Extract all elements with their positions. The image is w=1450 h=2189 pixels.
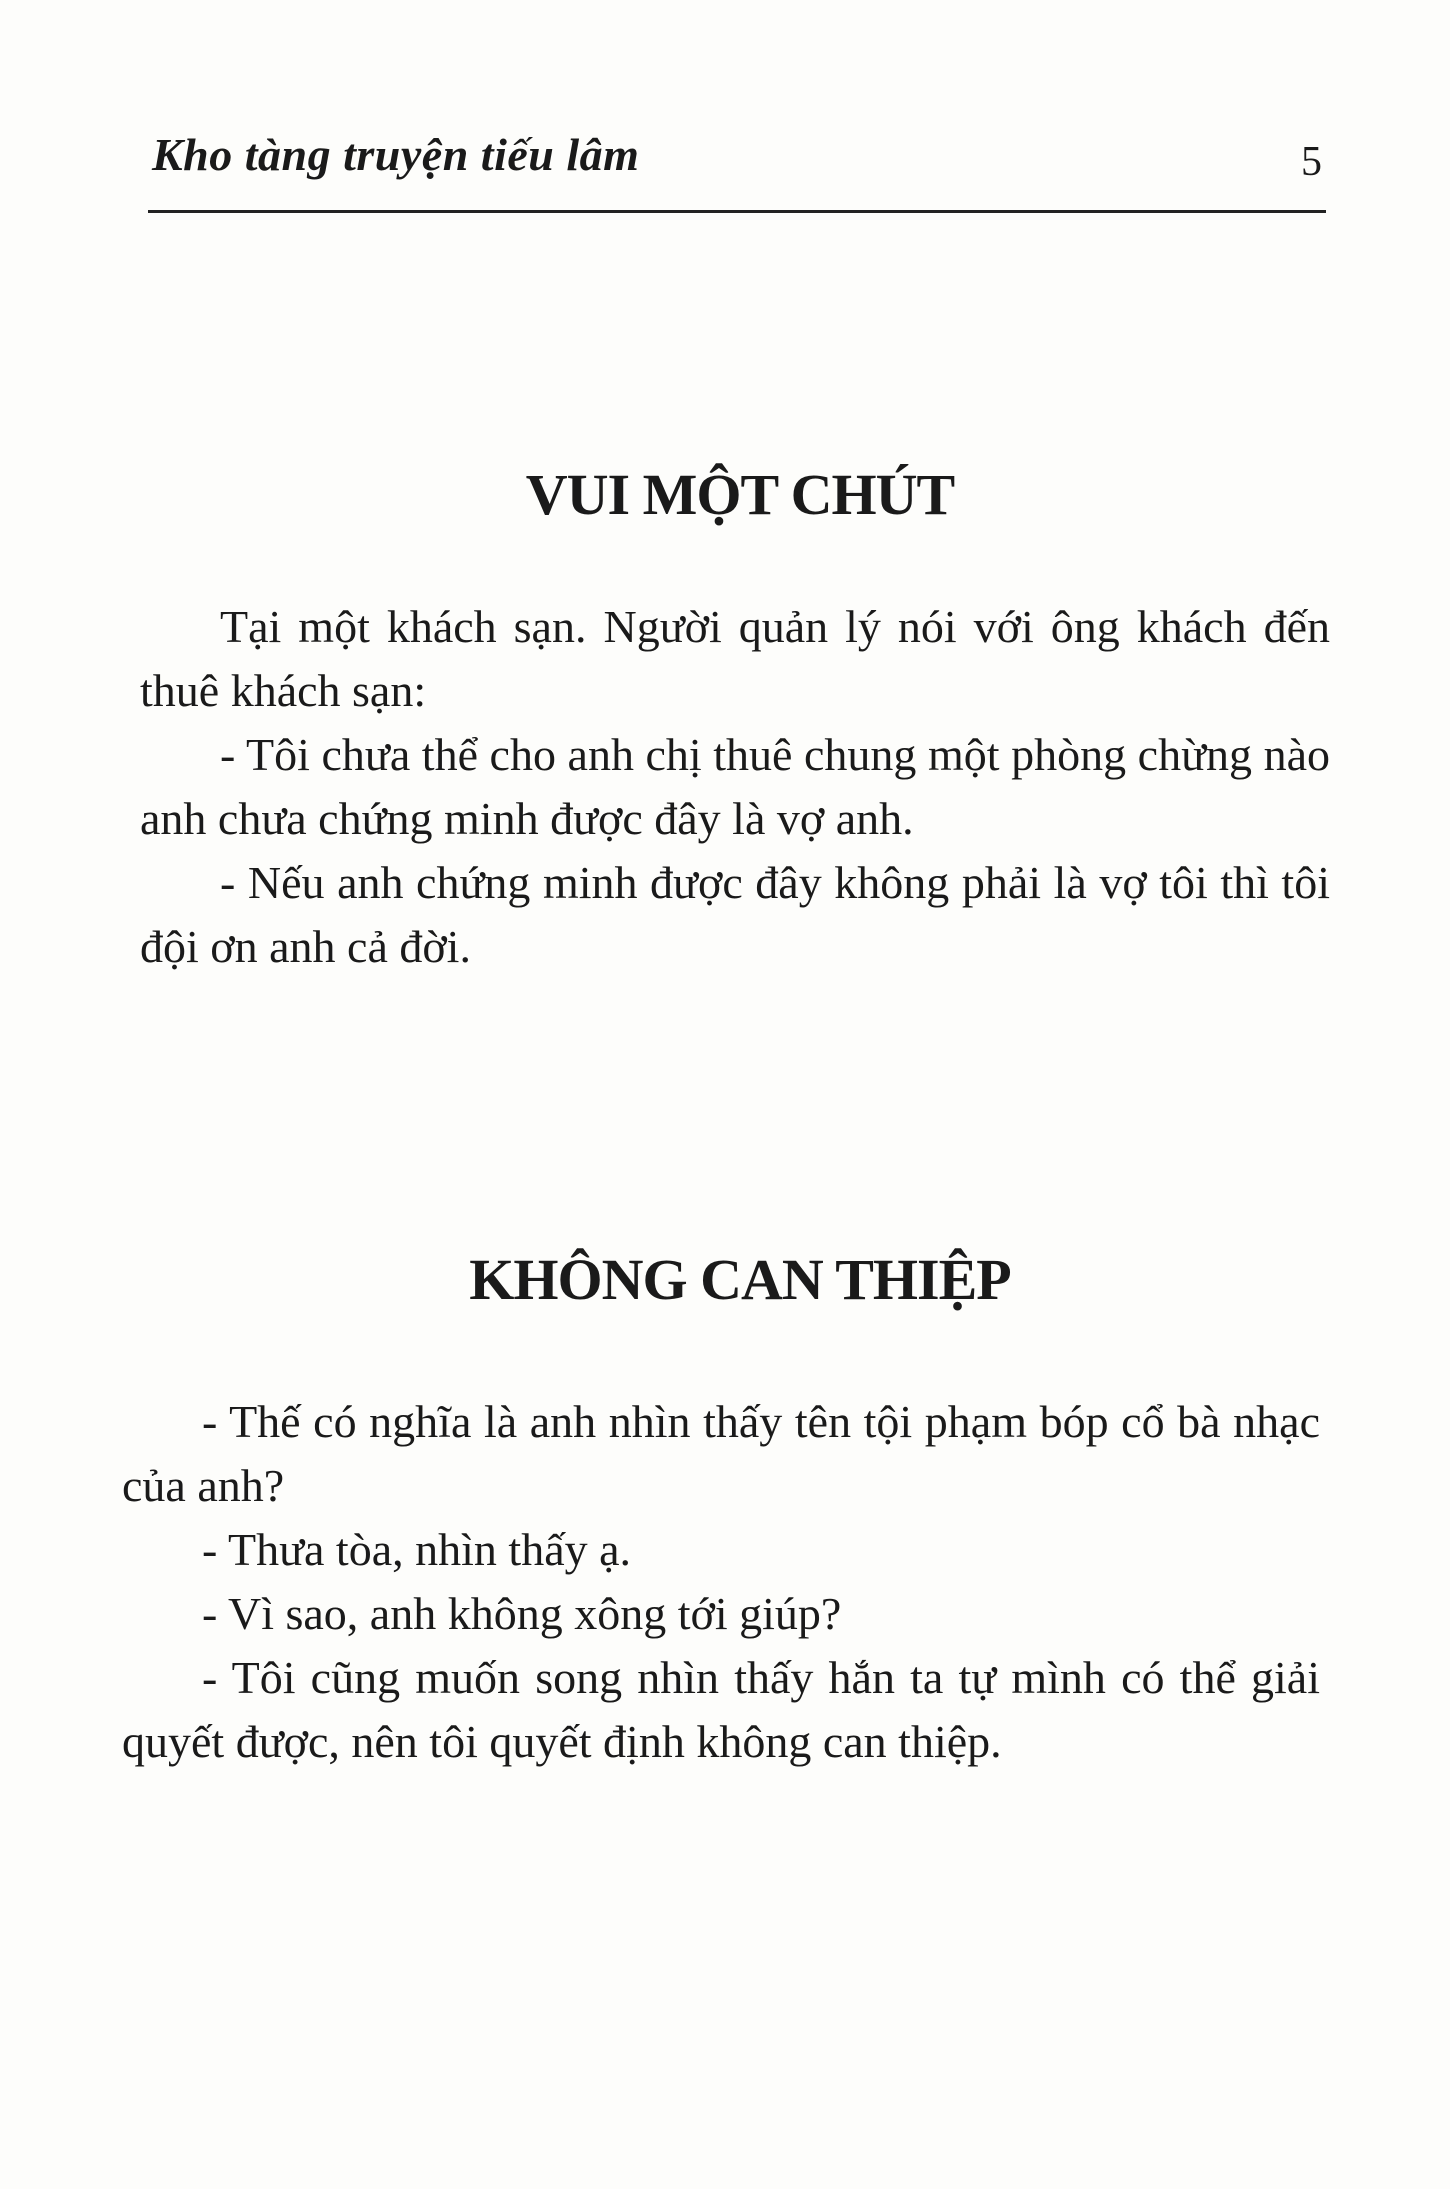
story-paragraph: - Thế có nghĩa là anh nhìn thấy tên tội phạm bóp cổ bà nhạc của anh? [122, 1396, 1320, 1511]
story-body [140, 595, 1330, 979]
story-body [122, 1390, 1320, 1774]
story-khong-can-thiep [0, 1240, 1450, 1767]
story-paragraph: - Vì sao, anh không xông tới giúp? [202, 1588, 842, 1639]
story-paragraph: Tại một khách sạn. Người quản lý nói với ông khách đến thuê khách sạn: [140, 601, 1330, 716]
running-header [148, 120, 1326, 213]
story-paragraph: - Nếu anh chứng minh được đây không phải là vợ tôi thì tôi đội ơn anh cả đời. [140, 857, 1330, 972]
story-vui-mot-chut [0, 455, 1450, 972]
story-paragraph: - Thưa tòa, nhìn thấy ạ. [202, 1524, 632, 1575]
story-paragraph: - Tôi chưa thể cho anh chị thuê chung một phòng chừng nào anh chưa chứng minh được đây là vợ anh. [140, 729, 1330, 844]
story-paragraph: - Tôi cũng muốn song nhìn thấy hắn ta tự mình có thể giải quyết được, nên tôi quyết định không can thiệp. [122, 1652, 1320, 1767]
story-title: KHÔNG CAN THIỆP [469, 1247, 1011, 1312]
running-title: Kho tàng truyện tiếu lâm [152, 129, 640, 180]
story-title: VUI MỘT CHÚT [525, 462, 955, 527]
page-number: 5 [1301, 139, 1322, 185]
